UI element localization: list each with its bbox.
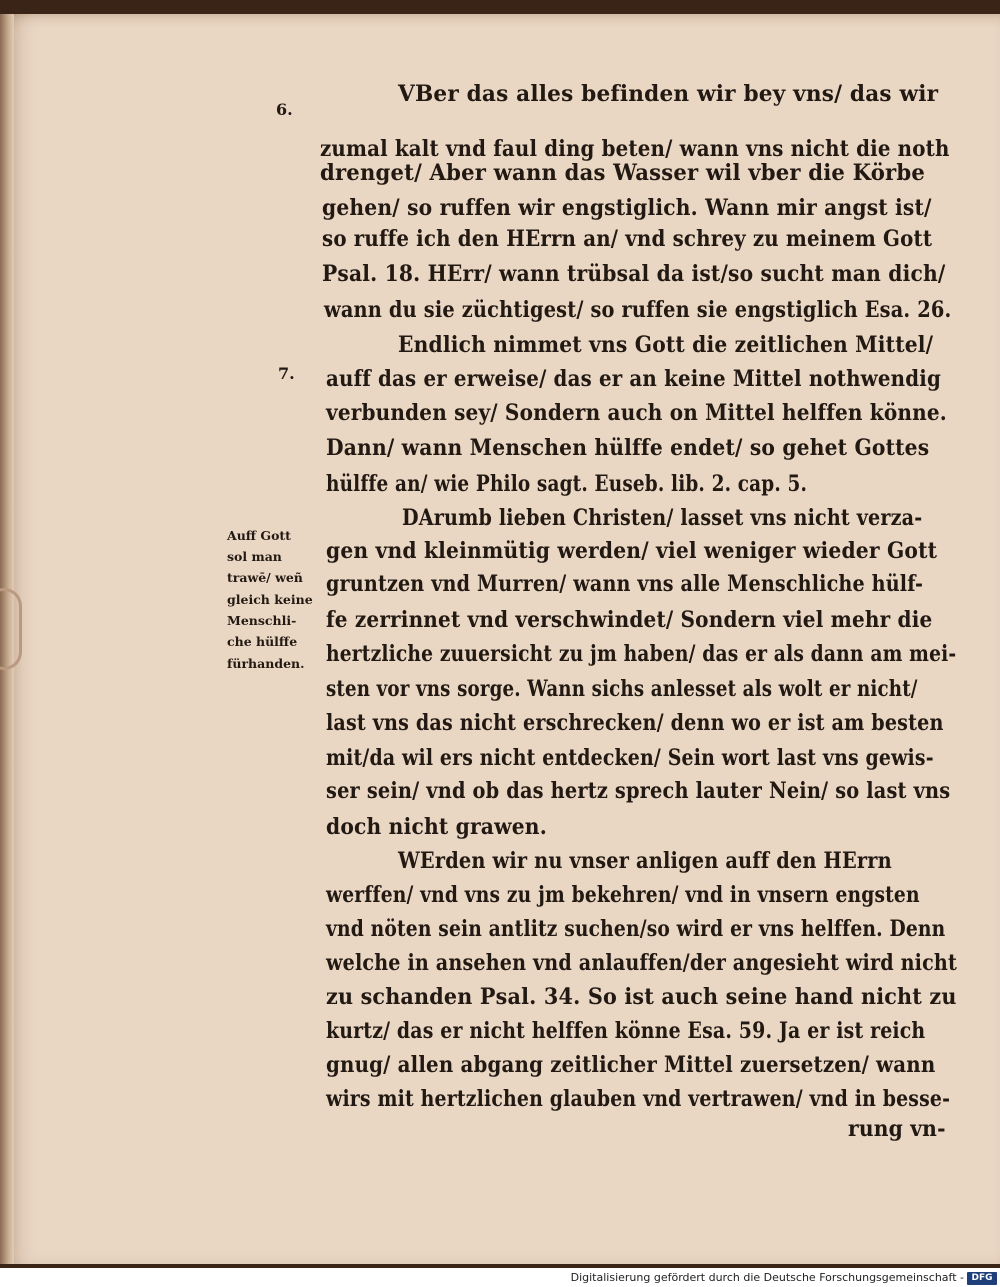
margin-note-line: che hülffe bbox=[227, 634, 298, 649]
section-marker-7: 7. bbox=[278, 364, 295, 383]
text-line: Psal. 18. HErr/ wann trübsal da ist/so sucht man dich/ bbox=[322, 261, 946, 287]
text-line: vnd nöten sein antlitz suchen/so wird er vns helffen. Denn bbox=[326, 916, 946, 942]
text-line: Endlich nimmet vns Gott die zeitlichen Mittel/ bbox=[398, 332, 934, 358]
text-line: auff das er erweise/ das er an keine Mittel nothwendig bbox=[326, 366, 941, 392]
text-line: wirs mit hertzlichen glauben vnd vertrawen/ vnd in besse- bbox=[326, 1086, 951, 1112]
text-line: gen vnd kleinmütig werden/ viel weniger wieder Gott bbox=[326, 538, 938, 564]
dfg-logo: DFG bbox=[967, 1272, 997, 1285]
text-line: so ruffe ich den HErrn an/ vnd schrey zu meinem Gott bbox=[322, 226, 933, 252]
text-line: VBer das alles befinden wir bey vns/ das wir bbox=[398, 81, 939, 107]
text-line: hülffe an/ wie Philo sagt. Euseb. lib. 2. cap. 5. bbox=[326, 471, 808, 497]
margin-note-line: fürhanden. bbox=[227, 656, 305, 671]
text-line: werffen/ vnd vns zu jm bekehren/ vnd in vnsern engsten bbox=[326, 882, 920, 908]
margin-note-line: Auff Gott bbox=[227, 528, 291, 543]
section-marker-6: 6. bbox=[276, 100, 293, 119]
margin-note-line: Menschli- bbox=[227, 613, 297, 628]
catchword: rung vn- bbox=[848, 1116, 946, 1142]
margin-note-line: sol man bbox=[227, 549, 282, 564]
text-line: ser sein/ vnd ob das hertz sprech lauter Nein/ so last vns bbox=[326, 778, 951, 804]
text-line: Dann/ wann Menschen hülffe endet/ so gehet Gottes bbox=[326, 435, 930, 461]
text-line: WErden wir nu vnser anligen auff den HErrn bbox=[398, 848, 892, 874]
text-line: last vns das nicht erschrecken/ denn wo er ist am besten bbox=[326, 710, 944, 736]
text-line: zu schanden Psal. 34. So ist auch seine hand nicht zu bbox=[326, 984, 957, 1010]
text-line: mit/da wil ers nicht entdecken/ Sein wort last vns gewis- bbox=[326, 745, 934, 771]
text-line: gehen/ so ruffen wir engstiglich. Wann mir angst ist/ bbox=[322, 195, 932, 221]
margin-note-line: trawē/ weñ bbox=[227, 570, 303, 585]
text-line: wann du sie züchtigest/ so ruffen sie engstiglich Esa. 26. bbox=[324, 297, 952, 323]
text-line: gnug/ allen abgang zeitlicher Mittel zuersetzen/ wann bbox=[326, 1052, 936, 1078]
text-line: hertzliche zuuersicht zu jm haben/ das er als dann am mei- bbox=[326, 641, 957, 667]
binding-ring bbox=[0, 588, 22, 670]
text-line: verbunden sey/ Sondern auch on Mittel helffen könne. bbox=[326, 400, 947, 426]
text-line: DArumb lieben Christen/ lasset vns nicht verza- bbox=[402, 505, 923, 531]
text-line: gruntzen vnd Murren/ wann vns alle Menschliche hülf- bbox=[326, 571, 924, 597]
text-line: zumal kalt vnd faul ding beten/ wann vns nicht die noth bbox=[320, 136, 950, 162]
text-line: doch nicht grawen. bbox=[326, 814, 547, 840]
text-line: kurtz/ das er nicht helffen könne Esa. 59. Ja er ist reich bbox=[326, 1018, 926, 1044]
margin-note-line: gleich keine bbox=[227, 592, 313, 607]
text-line: fe zerrinnet vnd verschwindet/ Sondern viel mehr die bbox=[326, 607, 933, 633]
text-line: welche in ansehen vnd anlauffen/der angesieht wird nicht bbox=[326, 950, 958, 976]
text-line: drenget/ Aber wann das Wasser wil vber die Körbe bbox=[320, 160, 925, 186]
funding-credit: Digitalisierung gefördert durch die Deutsche Forschungsgemeinschaft - bbox=[570, 1271, 964, 1284]
text-line: sten vor vns sorge. Wann sichs anlesset als wolt er nicht/ bbox=[326, 676, 918, 702]
